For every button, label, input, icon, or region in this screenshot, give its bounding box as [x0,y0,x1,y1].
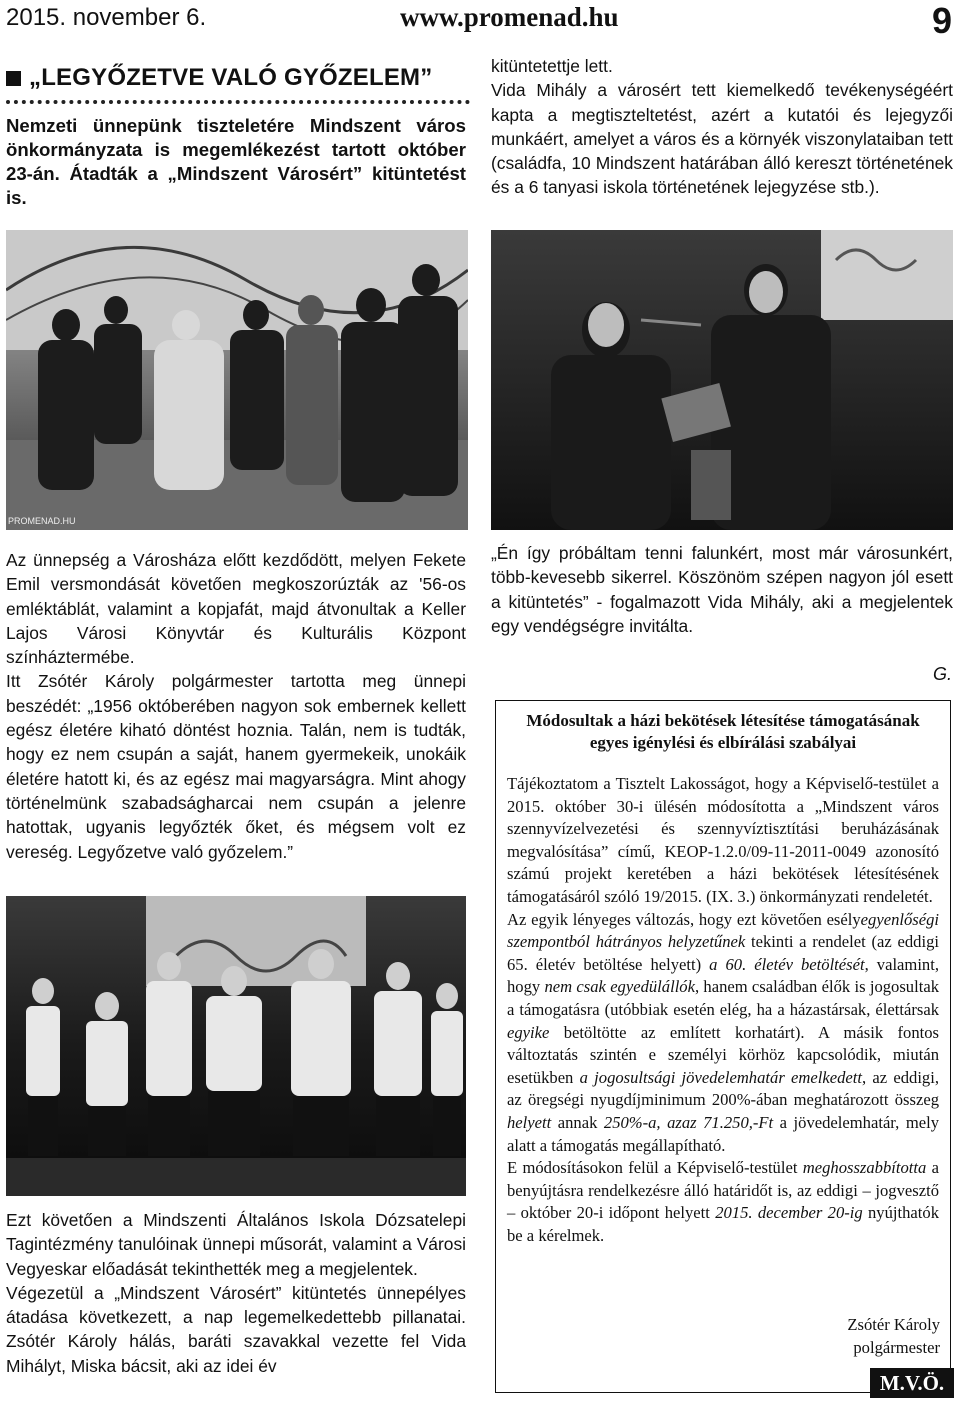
notice-paragraph [507,1157,939,1247]
text-run-italic: egyenlőségi szempontból hátrányos helyzetűnek [507,909,939,952]
text-run: tekinti a rendelet (az eddigi 65. életév betöltése helyett) [507,932,939,974]
text-run: nyújthatók be a kérelmek. [507,1203,939,1245]
paragraph: kitüntetettje lett. [491,56,613,76]
text-run-italic: 2015. december 20-ig [715,1203,863,1223]
text-run-italic: nem csak egyedülállók [544,977,695,997]
article-quote: „Én így próbáltam tenni falunkért, most már városunkért, több-kevesebb sikerrel. Köszönöm szépen nagyon jól esett a kitüntetés” - fogalmazott Vida Mihály, aki a megjelentek egy vendégségre invitálta. [491,543,953,636]
issue-date: 2015. november 6. [6,4,207,31]
paragraph: Ezt követően a Mindszenti Általános Iskola Dózsatelepi Tagintézmény tanulóinak ünnepi műsorát, valamint a Városi Vegyeskar előadását tekinthették meg a megjelentek. [6,1210,466,1279]
text-run: , hanem családban élők is jogosultak a támogatásra (utóbbiak esetén elég, ha a házastársak, élettársak [507,977,939,1019]
text-run: Az egyik lényeges változás, hogy ezt követően esély [507,909,861,929]
photo-credit: PROMENAD.HU [8,516,76,526]
text-run: , az eddigi, az öregségi nyugdíjminimum 200%-ában meghatározott összeg [507,1067,939,1110]
text-run: betöltötte az említett korhatárt). A másik fontos változtatás szintén e személyi körhöz kapcsolódik, miután esetükben [507,1022,939,1087]
paragraph: Itt Zsótér Károly polgármester tartotta meg ünnepi beszédét: „1956 októberében nagyon sok embernek kellett egész életére kiható döntést hoznia. Talán, nem is tudták, hogy ez nem csupán a saját, hanem gyermekeik, unokáik életére hatott ki, és az egész mai magyarságra. Mint ahogy történelmünk szabadságharcai nem csupán a jelenre hatottak, ugyanis legyőzték őket, és mégsem volt ez vereség. Legyőzetve való győzelem.” [6,671,466,862]
notice-title: Módosultak a házi bekötések létesítése támogatásának egyes igénylési és elbírálási szabályai [526,711,920,752]
photo-crowd-memorial [6,230,468,530]
headline: „LEGYŐZETVE VALÓ GYŐZELEM” [29,64,433,91]
headline-block [6,64,470,92]
paragraph: Vida Mihály a városért tett kiemelkedő tevékenységéért kapta a megtiszteltetést, azért a kutatói és lejegyzői munkáért, amelyet a város és a környék viszonylataiban tett (családfa, 10 Mindszent határában álló kereszt történetének és a 6 tanyasi iskola történetének lejegyzése stb.). [491,80,953,198]
signer-name: Zsótér Károly [847,1315,940,1334]
text-run: annak [551,1112,604,1132]
text-run: a benyújtásra rendelkezésre álló határidőt is, az eddigi – jogvesztő – október 20-i időpont helyett [507,1158,940,1223]
text-run-italic: egyike [507,1022,550,1042]
article-signature: G. [932,664,952,684]
paragraph: Az ünnepség a Városháza előtt kezdődött, melyen Fekete Emil versmondását követően megkoszorúzták az '56-os emléktáblát, valamint a kopjafát, majd átvonultak a Keller Lajos Városi Könyvtár és Kulturális Központ színháztermébe. [6,550,466,668]
article-text-col1-bot [6,1208,466,1378]
signer-title: polgármester [853,1337,940,1357]
text-run: , valamint, hogy [507,954,939,997]
text-run-italic: helyett [507,1112,552,1132]
photo-award-handover [491,230,953,530]
article-text-col2-top [491,54,953,200]
dotted-divider [6,100,470,104]
notice-body [507,773,939,1247]
notice-signature [780,1314,940,1359]
text-run-italic: a jogosultsági jövedelemhatár emelkedett [579,1067,862,1087]
text-run-italic: a 60. életév betöltését [709,954,865,974]
text-run-italic: meghosszabbította [802,1158,927,1178]
square-bullet-icon [6,71,21,86]
text-run-italic: 250%-a, azaz 71.250,-Ft [603,1112,774,1132]
article-lead: Nemzeti ünnepünk tiszteletére Mindszent város önkormányzata is megemlékezést tartott október 23-án. Átadták a „Mindszent Városért” kitüntetést is. [6,115,466,208]
site-url[interactable]: www.promenad.hu [400,2,619,32]
text-run: E módosításokon felül a Képviselő-testület [507,1158,803,1178]
mvo-logo: M.V.Ö. [870,1368,954,1398]
notice-paragraph [507,909,939,1158]
notice-paragraph: Tájékoztatom a Tisztelt Lakosságot, hogy a Képviselő-testület a 2015. október 30-i ülésén módosította a „Mindszent város szennyvízelvezetési és szennyvíztisztítási beruházásának megvalósítása” című, KEOP-1.2.0/09-11-2011-0049 azonosító számú projekt keretében a házi bekötések létesítésének támogatásáról szóló 19/2015. (IX. 3.) önkormányzati rendeletét. [507,774,939,906]
photo-students-stage [6,896,466,1196]
page-number: 9 [931,0,952,41]
paragraph: Végezetül a „Mindszent Városért” kitüntetés ünnepélyes átadása következett, a nap legemelkedettebb pillanatai. Zsótér Károly hálás, baráti szavakkal vezette fel Vida Mihályt, Miska bácsit, aki az idei év [6,1282,466,1376]
article-text-col1-mid [6,548,466,864]
text-run: a jövedelemhatár, mely alatt a támogatás megállapítható. [507,1112,940,1155]
